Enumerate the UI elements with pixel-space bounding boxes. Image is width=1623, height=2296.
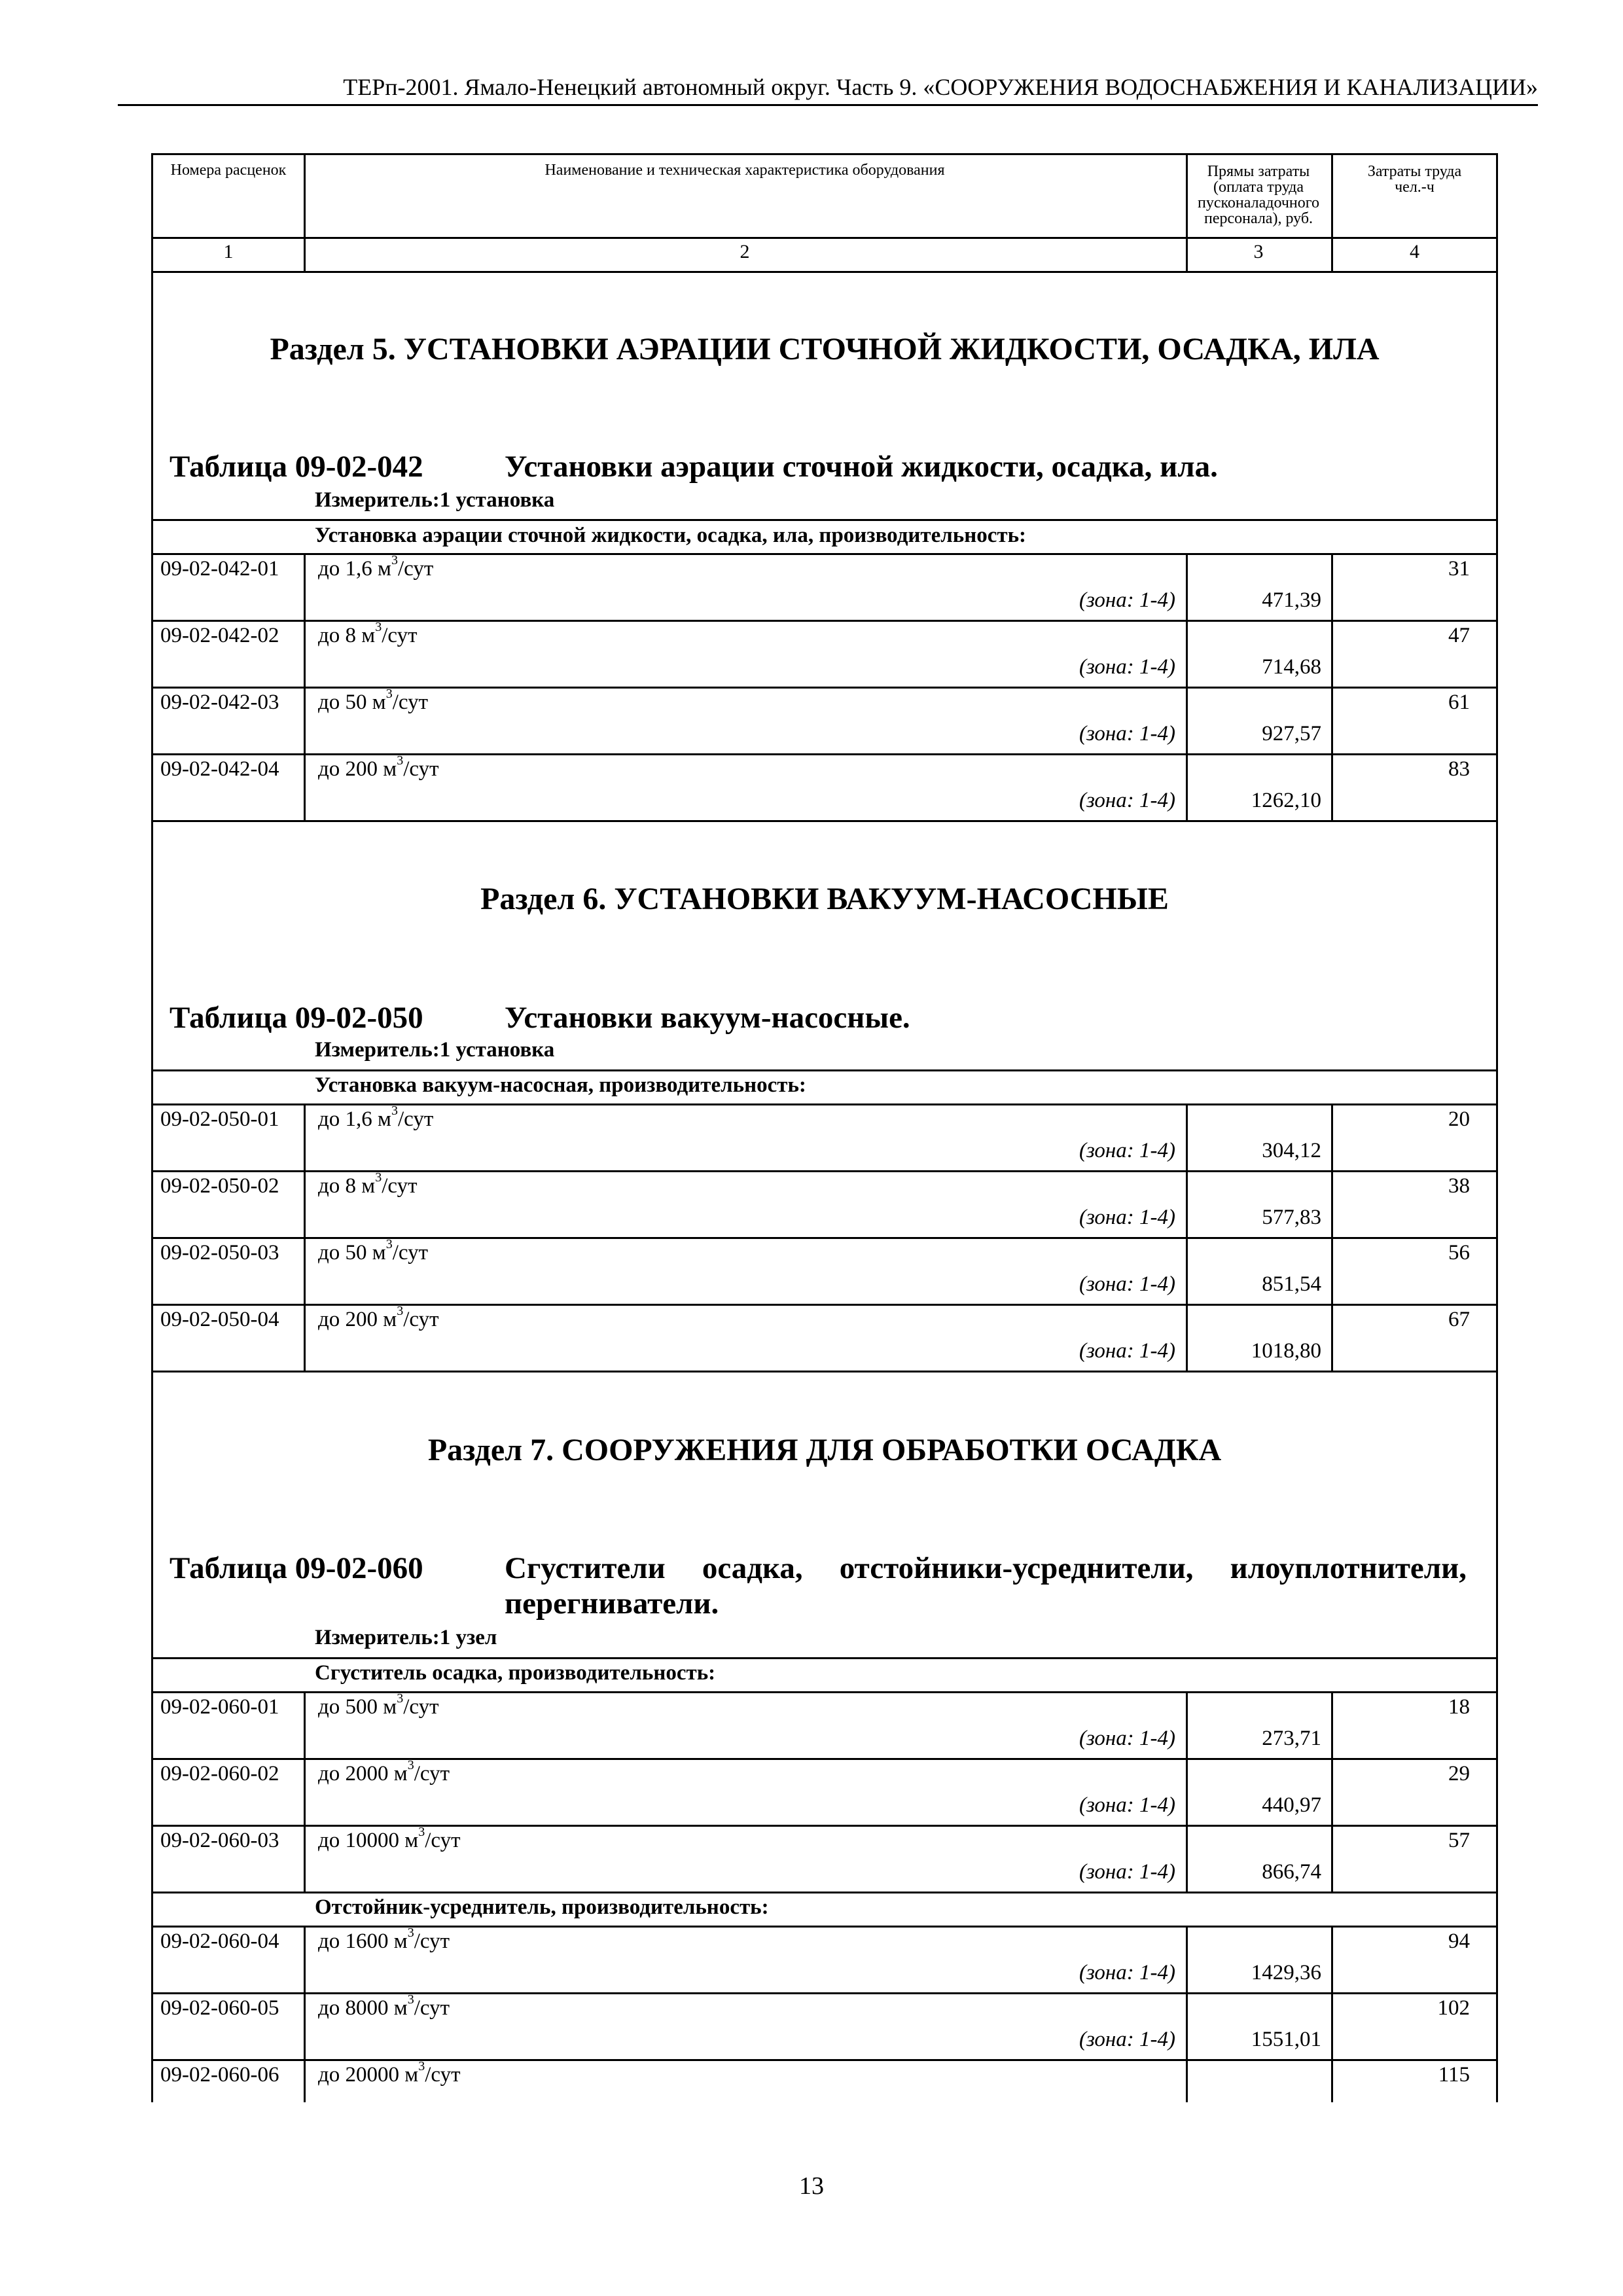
labor-cost: 47 xyxy=(1448,624,1470,647)
superscript: 3 xyxy=(407,1992,414,2007)
table-row xyxy=(153,1825,1496,1892)
table-code: Таблица 09-02-060 xyxy=(169,1551,423,1585)
labor-cost: 38 xyxy=(1448,1174,1470,1198)
table-row xyxy=(153,753,1496,820)
rate-code: 09-02-050-03 xyxy=(160,1241,279,1265)
direct-cost: 927,57 xyxy=(1262,722,1321,745)
group-title: Отстойник-усреднитель, производительность: xyxy=(315,1895,769,1919)
rate-code: 09-02-050-01 xyxy=(160,1107,279,1131)
table-row xyxy=(153,2059,1496,2102)
rate-code: 09-02-060-03 xyxy=(160,1829,279,1852)
section-title: Раздел 6. УСТАНОВКИ ВАКУУМ-НАСОСНЫЕ xyxy=(480,882,1169,916)
item-description xyxy=(318,1237,428,1265)
table-name: Установки вакуум-насосные. xyxy=(505,1001,910,1035)
direct-cost: 1262,10 xyxy=(1251,789,1321,812)
zone-label: (зона: 1-4) xyxy=(1079,1206,1175,1229)
superscript: 3 xyxy=(397,1691,404,1706)
header-direct-costs-line: (оплата труда xyxy=(1213,179,1304,196)
row-divider xyxy=(153,1657,1496,1659)
rate-code: 09-02-060-01 xyxy=(160,1695,279,1719)
capacity-text: до 8 м xyxy=(318,624,376,647)
header-labor-costs-line: чел.-ч xyxy=(1395,179,1435,196)
section-title: Раздел 7. СООРУЖЕНИЯ ДЛЯ ОБРАБОТКИ ОСАДКА xyxy=(427,1433,1222,1467)
item-description xyxy=(318,753,439,781)
capacity-unit: /сут xyxy=(397,1107,434,1131)
rate-code: 09-02-060-06 xyxy=(160,2063,279,2087)
header-direct-costs xyxy=(1186,164,1331,226)
table-top-border xyxy=(153,153,1496,155)
direct-cost: 1429,36 xyxy=(1251,1961,1321,1984)
header-labor-costs xyxy=(1331,164,1498,195)
labor-cost: 56 xyxy=(1448,1241,1470,1265)
item-description xyxy=(318,620,418,648)
rate-code: 09-02-042-01 xyxy=(160,557,279,581)
capacity-unit: /сут xyxy=(414,1996,450,2020)
section-title: Раздел 5. УСТАНОВКИ АЭРАЦИИ СТОЧНОЙ ЖИДКОСТИ, ОСАДКА, ИЛА xyxy=(270,332,1380,367)
capacity-text: до 50 м xyxy=(318,1241,386,1265)
row-divider xyxy=(153,1069,1496,1071)
table-row xyxy=(153,620,1496,687)
rate-code: 09-02-042-02 xyxy=(160,624,279,647)
table-name-line: перегниватели. xyxy=(505,1587,719,1621)
header-rate-numbers: Номера расценок xyxy=(170,162,287,179)
header-direct-costs-line: персонала), руб. xyxy=(1204,210,1313,227)
column-number: 3 xyxy=(1253,241,1264,262)
table-code: Таблица 09-02-042 xyxy=(169,450,423,484)
table-row xyxy=(153,553,1496,620)
item-description xyxy=(318,2059,461,2087)
superscript: 3 xyxy=(375,620,382,634)
zone-label: (зона: 1-4) xyxy=(1079,722,1175,745)
zone-label: (зона: 1-4) xyxy=(1079,588,1175,612)
row-divider xyxy=(153,1371,1496,1372)
superscript: 3 xyxy=(418,1825,425,1839)
capacity-unit: /сут xyxy=(403,1308,439,1331)
direct-cost: 1551,01 xyxy=(1251,2028,1321,2051)
labor-cost: 67 xyxy=(1448,1308,1470,1331)
price-table xyxy=(151,153,1498,2102)
capacity-text: до 8000 м xyxy=(318,1996,408,2020)
superscript: 3 xyxy=(407,1926,414,1940)
capacity-text: до 8 м xyxy=(318,1174,376,1198)
table-name xyxy=(505,1551,1467,1621)
capacity-unit: /сут xyxy=(425,1829,461,1852)
zone-label: (зона: 1-4) xyxy=(1079,1272,1175,1296)
table-row xyxy=(153,687,1496,753)
table-row xyxy=(153,1103,1496,1170)
column-number: 1 xyxy=(223,241,234,262)
direct-cost: 577,83 xyxy=(1262,1206,1321,1229)
group-title: Установка аэрации сточной жидкости, осадка, ила, производительность: xyxy=(315,524,1027,547)
header-bottom-border xyxy=(153,271,1496,273)
item-description xyxy=(318,687,428,715)
capacity-text: до 1600 м xyxy=(318,1929,408,1953)
capacity-unit: /сут xyxy=(382,1174,418,1198)
header-labor-costs-line: Затраты труда xyxy=(1367,163,1462,180)
capacity-unit: /сут xyxy=(414,1929,450,1953)
capacity-text: до 50 м xyxy=(318,691,386,714)
zone-label: (зона: 1-4) xyxy=(1079,1727,1175,1750)
rate-code: 09-02-060-02 xyxy=(160,1762,279,1785)
row-divider xyxy=(153,1892,1496,1893)
item-description xyxy=(318,553,434,581)
zone-label: (зона: 1-4) xyxy=(1079,1860,1175,1884)
rate-code: 09-02-060-04 xyxy=(160,1929,279,1953)
capacity-unit: /сут xyxy=(392,1241,428,1265)
superscript: 3 xyxy=(397,1304,404,1318)
zone-label: (зона: 1-4) xyxy=(1079,1139,1175,1162)
capacity-text: до 1,6 м xyxy=(318,1107,391,1131)
item-description xyxy=(318,1758,450,1786)
capacity-text: до 20000 м xyxy=(318,2063,419,2087)
direct-cost: 273,71 xyxy=(1262,1727,1321,1750)
rate-code: 09-02-042-03 xyxy=(160,691,279,714)
table-name: Установки аэрации сточной жидкости, осадка, ила. xyxy=(505,450,1218,484)
capacity-unit: /сут xyxy=(397,557,434,581)
capacity-text: до 1,6 м xyxy=(318,557,391,581)
superscript: 3 xyxy=(385,687,393,701)
measure-unit: Измеритель:1 установка xyxy=(315,488,555,512)
labor-cost: 102 xyxy=(1437,1996,1470,2020)
measure-unit: Измеритель:1 узел xyxy=(315,1626,497,1649)
capacity-unit: /сут xyxy=(425,2063,461,2087)
table-row xyxy=(153,1691,1496,1758)
superscript: 3 xyxy=(375,1170,382,1185)
superscript: 3 xyxy=(385,1237,393,1251)
capacity-unit: /сут xyxy=(392,691,428,714)
item-description xyxy=(318,1304,439,1332)
zone-label: (зона: 1-4) xyxy=(1079,1961,1175,1984)
superscript: 3 xyxy=(391,553,398,567)
capacity-unit: /сут xyxy=(382,624,418,647)
zone-label: (зона: 1-4) xyxy=(1079,655,1175,679)
zone-label: (зона: 1-4) xyxy=(1079,789,1175,812)
page-number: 13 xyxy=(799,2172,824,2200)
item-description xyxy=(318,1825,461,1853)
labor-cost: 61 xyxy=(1448,691,1470,714)
measure-unit: Измеритель:1 установка xyxy=(315,1038,555,1062)
labor-cost: 20 xyxy=(1448,1107,1470,1131)
direct-cost: 471,39 xyxy=(1262,588,1321,612)
direct-cost: 304,12 xyxy=(1262,1139,1321,1162)
group-title: Установка вакуум-насосная, производительность: xyxy=(315,1073,806,1097)
group-title: Сгуститель осадка, производительность: xyxy=(315,1661,716,1685)
item-description xyxy=(318,1926,450,1954)
header-divider xyxy=(153,237,1496,239)
capacity-text: до 10000 м xyxy=(318,1829,419,1852)
rate-code: 09-02-060-05 xyxy=(160,1996,279,2020)
capacity-text: до 2000 м xyxy=(318,1762,408,1785)
table-row xyxy=(153,1170,1496,1237)
rate-code: 09-02-042-04 xyxy=(160,757,279,781)
row-divider xyxy=(153,820,1496,822)
labor-cost: 18 xyxy=(1448,1695,1470,1719)
labor-cost: 31 xyxy=(1448,557,1470,581)
rate-code: 09-02-050-04 xyxy=(160,1308,279,1331)
header-equipment-name: Наименование и техническая характеристика оборудования xyxy=(544,162,945,179)
labor-cost: 83 xyxy=(1448,757,1470,781)
superscript: 3 xyxy=(397,753,404,768)
running-header-text: ТЕРп-2001. Ямало-Ненецкий автономный округ. Часть 9. «СООРУЖЕНИЯ ВОДОСНАБЖЕНИЯ И КАНАЛИЗАЦИИ» xyxy=(343,74,1538,100)
rate-code: 09-02-050-02 xyxy=(160,1174,279,1198)
header-direct-costs-line: Прямы затраты xyxy=(1207,163,1310,180)
zone-label: (зона: 1-4) xyxy=(1079,1793,1175,1817)
capacity-unit: /сут xyxy=(414,1762,450,1785)
capacity-text: до 500 м xyxy=(318,1695,397,1719)
superscript: 3 xyxy=(391,1103,398,1118)
capacity-unit: /сут xyxy=(403,1695,439,1719)
item-description xyxy=(318,1691,439,1719)
row-divider xyxy=(153,519,1496,521)
direct-cost: 714,68 xyxy=(1262,655,1321,679)
direct-cost: 866,74 xyxy=(1262,1860,1321,1884)
labor-cost: 57 xyxy=(1448,1829,1470,1852)
table-row xyxy=(153,1304,1496,1371)
table-code: Таблица 09-02-050 xyxy=(169,1001,423,1035)
column-number: 4 xyxy=(1410,241,1419,262)
labor-cost: 29 xyxy=(1448,1762,1470,1785)
item-description xyxy=(318,1170,418,1198)
item-description xyxy=(318,1103,434,1132)
capacity-unit: /сут xyxy=(403,757,439,781)
capacity-text: до 200 м xyxy=(318,757,397,781)
table-row xyxy=(153,1992,1496,2059)
running-header xyxy=(118,47,1538,106)
table-row xyxy=(153,1758,1496,1825)
item-description xyxy=(318,1992,450,2020)
superscript: 3 xyxy=(407,1758,414,1772)
direct-cost: 1018,80 xyxy=(1251,1339,1321,1363)
zone-label: (зона: 1-4) xyxy=(1079,2028,1175,2051)
zone-label: (зона: 1-4) xyxy=(1079,1339,1175,1363)
direct-cost: 851,54 xyxy=(1262,1272,1321,1296)
labor-cost: 115 xyxy=(1438,2063,1470,2087)
header-direct-costs-line: пусконаладочного xyxy=(1197,194,1320,211)
capacity-text: до 200 м xyxy=(318,1308,397,1331)
direct-cost: 440,97 xyxy=(1262,1793,1321,1817)
table-name-line: Сгустители осадка, отстойники-усреднители, илоуплотнители, xyxy=(505,1551,1467,1585)
labor-cost: 94 xyxy=(1448,1929,1470,1953)
table-row xyxy=(153,1926,1496,1992)
table-row xyxy=(153,1237,1496,1304)
column-number: 2 xyxy=(740,241,750,262)
superscript: 3 xyxy=(418,2059,425,2073)
